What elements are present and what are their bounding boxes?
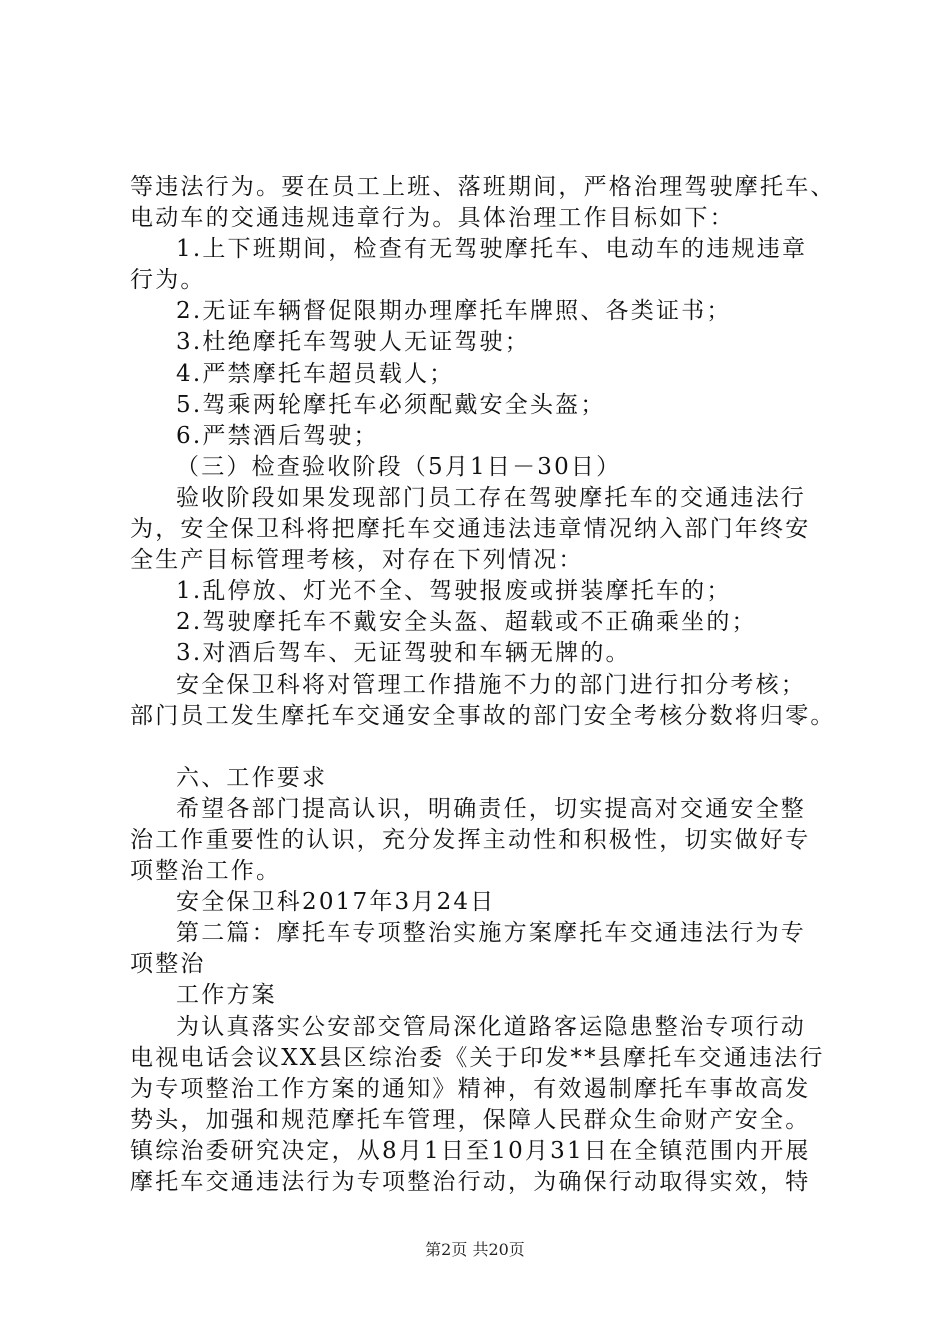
section-heading: 六、工作要求	[176, 764, 328, 791]
list-item: 6.严禁酒后驾驶；	[176, 422, 379, 449]
list-item: 2.无证车辆督促限期办理摩托车牌照、各类证书；	[176, 298, 732, 325]
list-item: 3.杜绝摩托车驾驶人无证驾驶；	[176, 329, 530, 356]
paragraph-start: 验收阶段如果发现部门员工存在驾驶摩托车的交通违法行	[176, 484, 806, 511]
list-item: 4.严禁摩托车超员载人；	[176, 360, 455, 387]
paragraph-start: 希望各部门提高认识，明确责任，切实提高对交通安全整	[176, 795, 806, 822]
body-line: 为，安全保卫科将把摩托车交通违法违章情况纳入部门年终安	[130, 516, 811, 543]
body-line: 镇综治委研究决定，从8月1日至10月31日在全镇范围内开展	[130, 1137, 811, 1164]
list-item: 1.乱停放、灯光不全、驾驶报废或拼装摩托车的；	[176, 578, 732, 605]
list-item: 1.上下班期间，检查有无驾驶摩托车、电动车的违规违章	[176, 236, 808, 263]
subtitle: 工作方案	[176, 982, 277, 1009]
body-line: 摩托车交通违法行为专项整治行动，为确保行动取得实效，特	[130, 1169, 811, 1195]
body-line: 等违法行为。要在员工上班、落班期间，严格治理驾驶摩托车、	[130, 174, 836, 200]
list-item: 2.驾驶摩托车不戴安全头盔、超载或不正确乘坐的；	[176, 609, 757, 636]
list-item: 3.对酒后驾车、无证驾驶和车辆无牌的。	[176, 640, 631, 667]
chapter-title-continued: 项整治	[130, 951, 206, 978]
blank-line	[130, 732, 850, 763]
chapter-title: 第二篇：摩托车专项整治实施方案摩托车交通违法行为专	[176, 920, 806, 947]
body-line: 行为。	[130, 267, 206, 294]
list-item: 5.驾乘两轮摩托车必须配戴安全头盔；	[176, 391, 606, 418]
body-line: 为专项整治工作方案的通知》精神，有效遏制摩托车事故高发	[130, 1075, 811, 1102]
body-line: 势头，加强和规范摩托车管理，保障人民群众生命财产安全。	[130, 1106, 811, 1133]
paragraph-start: 安全保卫科将对管理工作措施不力的部门进行扣分考核；	[176, 671, 806, 698]
body-line: 治工作重要性的认识，充分发挥主动性和积极性，切实做好专	[130, 826, 811, 853]
paragraph-start: 为认真落实公安部交管局深化道路客运隐患整治专项行动	[176, 1013, 806, 1040]
page-number-footer: 第2页 共20页	[425, 1240, 525, 1259]
signature-line: 安全保卫科2017年3月24日	[176, 889, 496, 916]
body-line: 部门员工发生摩托车交通安全事故的部门安全考核分数将归零。	[130, 702, 836, 729]
body-line: 全生产目标管理考核，对存在下列情况：	[130, 547, 584, 574]
body-line: 项整治工作。	[130, 858, 282, 885]
section-heading: （三）检查验收阶段（5月1日－30日）	[176, 453, 622, 480]
body-line: 电视电话会议XX县区综治委《关于印发**县摩托车交通违法行	[130, 1044, 825, 1071]
body-line: 电动车的交通违规违章行为。具体治理工作目标如下：	[130, 205, 735, 232]
document-body	[130, 172, 850, 1198]
